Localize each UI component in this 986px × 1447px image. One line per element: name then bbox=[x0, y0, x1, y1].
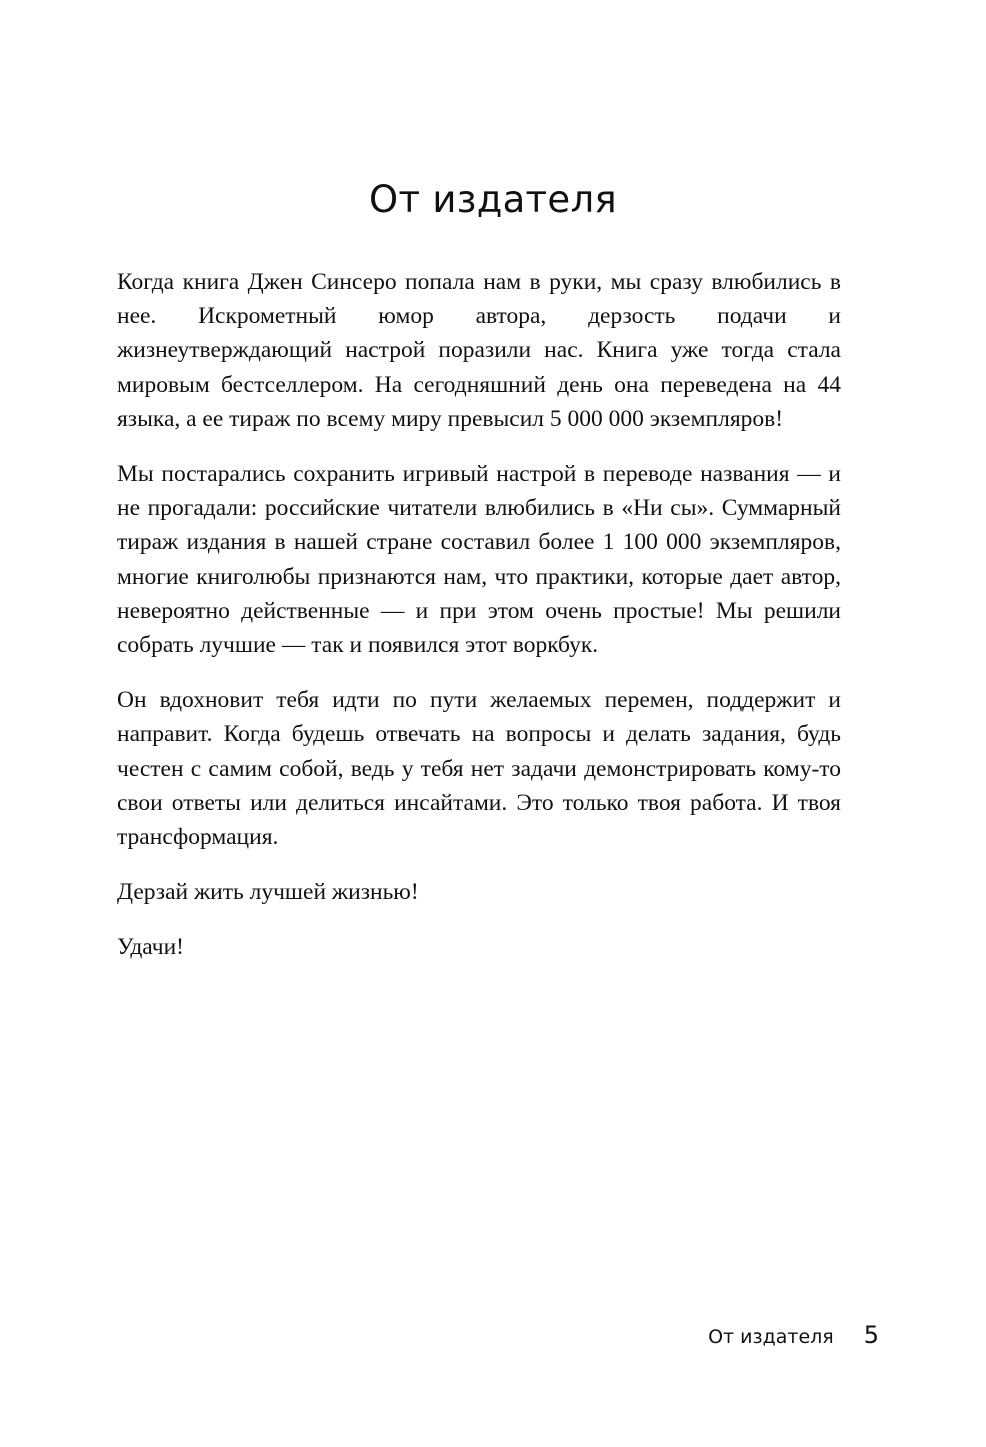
paragraph-dare: Дерзай жить лучшей жизнью! bbox=[117, 879, 419, 906]
page-title: От издателя bbox=[369, 178, 617, 221]
running-title: От издателя bbox=[708, 1326, 834, 1348]
body-text bbox=[117, 265, 841, 986]
page-number: 5 bbox=[863, 1321, 879, 1349]
paragraph-intro: Когда книга Джен Синсеро попала нам в руки, мы сразу влюбились в нее. Искрометный юмор автора, дерзость подачи и жизнеутверждающий настрой поразили нас. Книга уже тогда стала мировым бестселлером. На сегодняшний день она переведена на 44 языка, а ее тираж по всему миру превысил 5 000 000 экземпляров! bbox=[117, 269, 841, 432]
paragraph-title-translation: Мы постарались сохранить игривый настрой в переводе названия — и не прогадали: российские читатели влюбились в «Ни сы». Суммарный тираж издания в нашей стране составил более 1 100 000 экземпляров, многие книголюбы признаются нам, что практики, которые дает автор, невероятно действенные — и при этом очень простые! Мы решили собрать лучшие — так и появился этот воркбук. bbox=[117, 461, 841, 659]
paragraph-good-luck: Удачи! bbox=[117, 934, 185, 961]
running-footer bbox=[708, 1321, 879, 1349]
paragraph-workbook: Он вдохновит тебя идти по пути желаемых перемен, поддержит и направит. Когда будешь отвечать на вопросы и делать задания, будь честен с самим собой, ведь у тебя нет задачи демонстрировать кому-то свои ответы или делиться инсайтами. Это только твоя работа. И твоя трансформация. bbox=[117, 687, 841, 851]
